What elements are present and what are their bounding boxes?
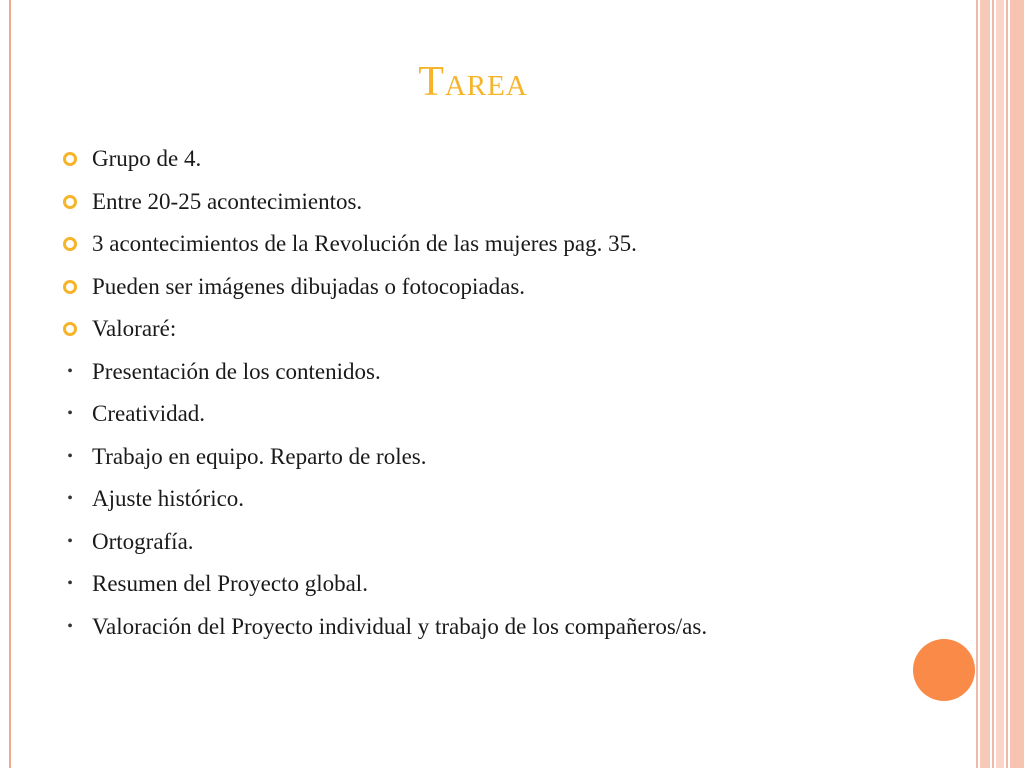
left-border-line	[9, 0, 11, 768]
list-item-text: Entre 20-25 acontecimientos.	[92, 188, 363, 214]
list-item	[62, 521, 952, 564]
orange-circle-icon	[62, 279, 78, 295]
list-item-text: Pueden ser imágenes dibujadas o fotocopiadas.	[92, 273, 526, 299]
orange-circle-icon	[62, 321, 78, 337]
stripe	[976, 0, 978, 768]
list-item	[62, 393, 952, 436]
list-item	[62, 223, 952, 266]
orange-circle-icon	[62, 194, 78, 210]
list-item-text: Presentación de los contenidos.	[92, 358, 381, 384]
list-item	[62, 436, 952, 479]
list-item-text: Creatividad.	[92, 401, 206, 427]
list-item	[62, 181, 952, 224]
dot-icon: •	[67, 447, 73, 465]
stripe	[980, 0, 990, 768]
list-item-text: Ortografía.	[92, 528, 194, 554]
stripe	[996, 0, 1004, 768]
list-item-text: Valoraré:	[92, 316, 177, 342]
dot-icon: •	[67, 575, 73, 593]
list-item-text: Ajuste histórico.	[92, 486, 245, 512]
orange-circle-icon	[62, 151, 78, 167]
slide-title: Tarea	[418, 59, 528, 105]
stripe	[1010, 0, 1024, 768]
list-item	[62, 138, 952, 181]
dot-icon: •	[67, 532, 73, 550]
stripe	[992, 0, 994, 768]
list-item-text: 3 acontecimientos de la Revolución de las mujeres pag. 35.	[92, 231, 637, 257]
dot-icon: •	[67, 617, 73, 635]
list-item-text: Resumen del Proyecto global.	[92, 571, 368, 597]
list-item	[62, 266, 952, 309]
orange-circle-icon	[62, 236, 78, 252]
list-item-text: Grupo de 4.	[92, 146, 202, 172]
list-item-text: Valoración del Proyecto individual y trabajo de los compañeros/as.	[92, 613, 708, 639]
stripe	[1006, 0, 1008, 768]
bullet-list	[62, 138, 952, 648]
list-item	[62, 478, 952, 521]
right-decorative-stripes	[976, 0, 1024, 768]
list-item	[62, 308, 952, 351]
decorative-orange-circle	[913, 639, 975, 701]
dot-icon: •	[67, 362, 73, 380]
list-item	[62, 606, 952, 649]
dot-icon: •	[67, 405, 73, 423]
list-item	[62, 351, 952, 394]
dot-icon: •	[67, 490, 73, 508]
list-item-text: Trabajo en equipo. Reparto de roles.	[92, 443, 427, 469]
list-item	[62, 563, 952, 606]
